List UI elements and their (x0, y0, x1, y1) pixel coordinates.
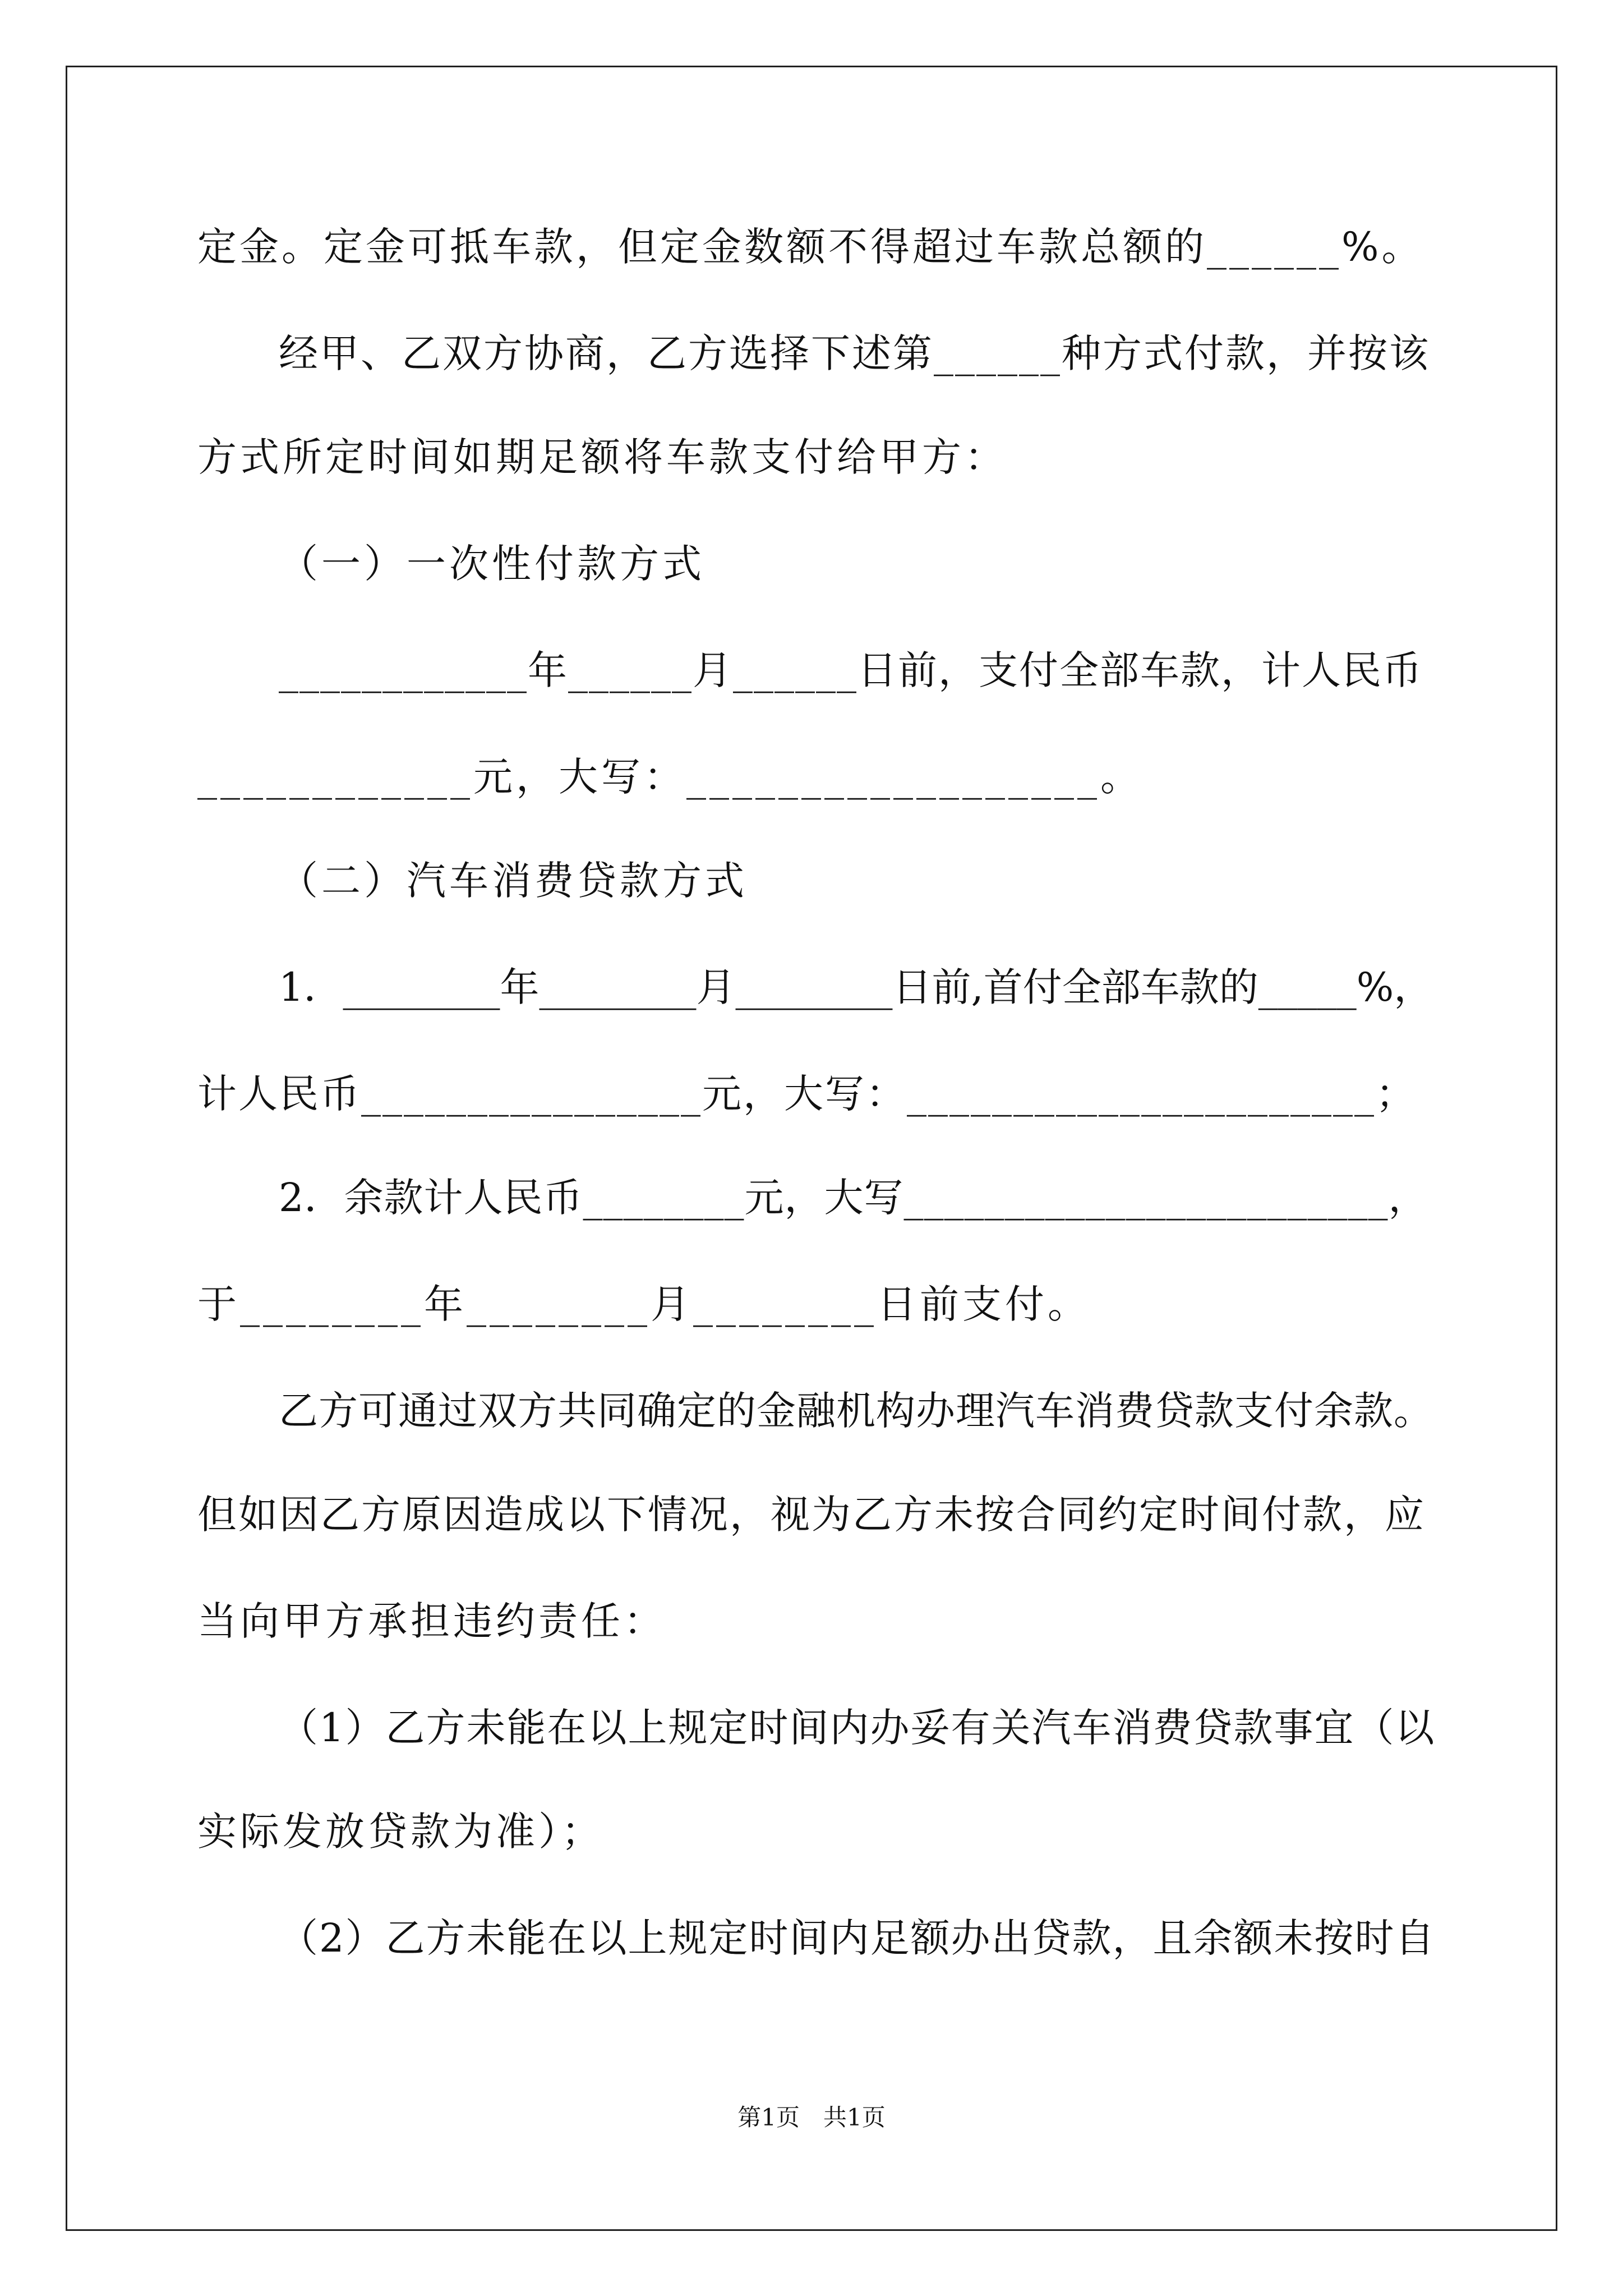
page-footer: 第1页 共1页 (737, 2104, 886, 2131)
paragraph-line-5: ____________年______月______日前，支付全部车款，计人民币 (279, 647, 1423, 693)
paragraph-line-14: 当向甲方承担违约责任： (197, 1598, 666, 1644)
paragraph-line-8: 1．________年________月________日前,首付全部车款的_____%， (279, 964, 1433, 1010)
paragraph-line-10: 2．余款计人民币________元，大写________________________， (279, 1175, 1428, 1221)
paragraph-line-15: （1）乙方未能在以上规定时间内办妥有关汽车消费贷款事宜（以 (279, 1705, 1436, 1751)
section-heading-2: （二）汽车消费贷款方式 (279, 858, 748, 904)
paragraph-line-17: （2）乙方未能在以上规定时间内足额办出贷款，且余额未按时自 (279, 1915, 1436, 1961)
paragraph-line-1: 定金。定金可抵车款，但定金数额不得超过车款总额的______%。 (197, 224, 1424, 270)
paragraph-line-3: 方式所定时间如期足额将车款支付给甲方： (197, 434, 1007, 480)
paragraph-line-2: 经甲、乙双方协商，乙方选择下述第______种方式付款，并按该 (279, 330, 1430, 376)
paragraph-line-6: ____________元，大写：__________________。 (197, 754, 1143, 800)
section-heading-1: （一）一次性付款方式 (279, 541, 705, 587)
paragraph-line-12: 乙方可通过双方共同确定的金融机构办理汽车消费贷款支付余款。 (279, 1388, 1433, 1434)
paragraph-line-11: 于________年________月________日前支付。 (197, 1281, 1090, 1327)
paragraph-line-13: 但如因乙方原因造成以下情况，视为乙方未按合同约定时间付款，应 (197, 1492, 1426, 1538)
paragraph-line-16: 实际发放贷款为准）； (197, 1809, 604, 1855)
paragraph-line-9: 计人民币________________元，大写：______________________； (197, 1071, 1417, 1117)
page-border (66, 66, 1557, 2231)
